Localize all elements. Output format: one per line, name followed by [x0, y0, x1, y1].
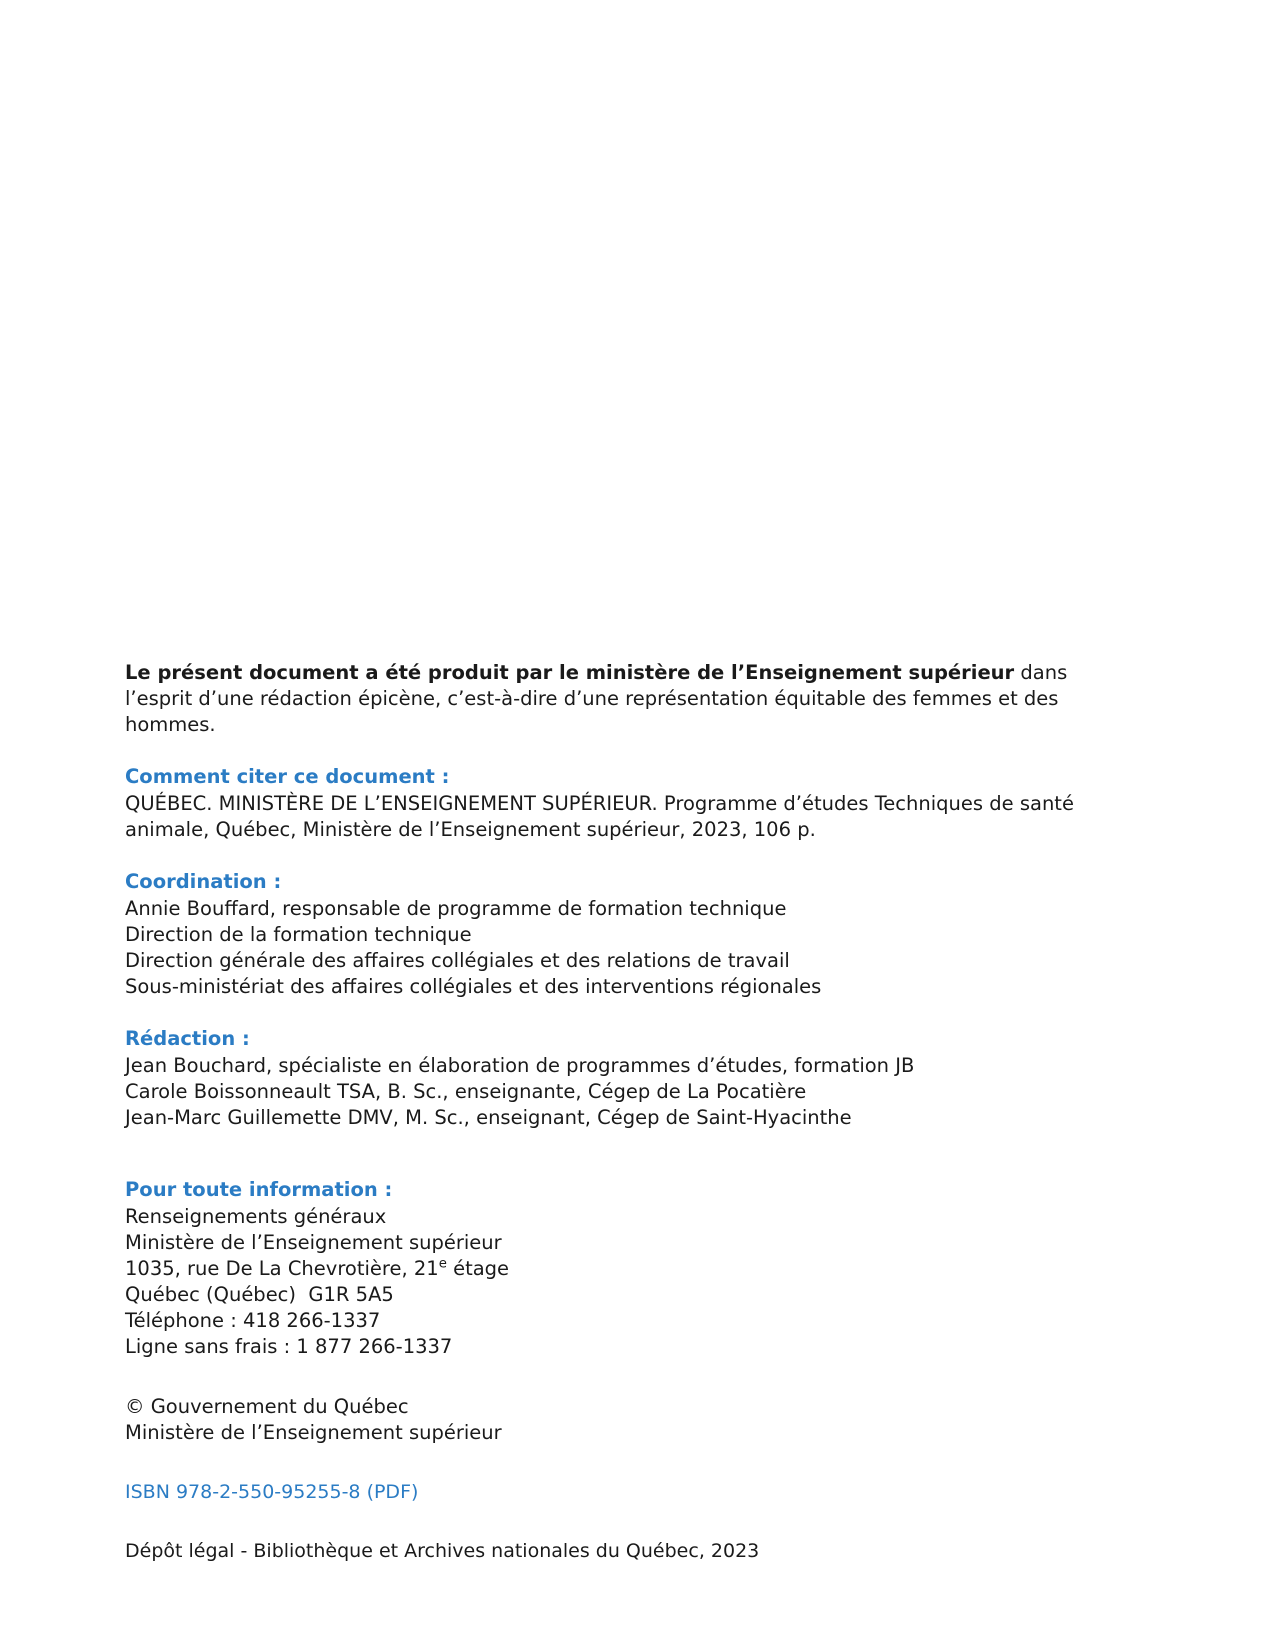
information-line-4: Québec (Québec) G1R 5A5	[125, 1283, 394, 1307]
legal-deposit-block	[125, 1539, 1090, 1564]
redaction-line-3: Jean-Marc Guillemette DMV, M. Sc., enseignant, Cégep de Saint-Hyacinthe	[125, 1106, 852, 1130]
section-title-information: Pour toute information :	[125, 1178, 393, 1202]
redaction-line-1: Jean Bouchard, spécialiste en élaboration de programmes d’études, formation JB	[125, 1054, 915, 1078]
section-title-citation: Comment citer ce document :	[125, 764, 450, 788]
ordinal-suffix: e	[438, 1256, 447, 1272]
citation-line-1: QUÉBEC. MINISTÈRE DE L’ENSEIGNEMENT SUPÉRIEUR. Programme d’études Techniques de santé animale, Québec, Ministère de l’Enseignement supérieur, 2023, 106 p.	[125, 792, 1081, 842]
section-title-redaction: Rédaction :	[125, 1026, 250, 1050]
coordination-line-2: Direction de la formation technique	[125, 923, 472, 947]
isbn-block	[125, 1480, 1090, 1505]
copyright-line-1: © Gouvernement du Québec	[125, 1394, 409, 1418]
information-line-2: Ministère de l’Enseignement supérieur	[125, 1231, 502, 1255]
intro-paragraph	[125, 660, 1090, 738]
information-line-5: Téléphone : 418 266-1337	[125, 1309, 381, 1333]
copyright-line-2: Ministère de l’Enseignement supérieur	[125, 1420, 502, 1444]
redaction-line-2: Carole Boissonneault TSA, B. Sc., enseignante, Cégep de La Pocatière	[125, 1080, 807, 1104]
copyright-block	[125, 1394, 1090, 1446]
information-line-6: Ligne sans frais : 1 877 266-1337	[125, 1335, 453, 1359]
information-line-3: 1035, rue De La Chevrotière, 21e étage	[125, 1256, 510, 1281]
coordination-line-3: Direction générale des affaires collégiales et des relations de travail	[125, 949, 790, 973]
legal-deposit-text: Dépôt légal - Bibliothèque et Archives nationales du Québec, 2023	[125, 1540, 760, 1563]
intro-rest: dans l’esprit d’une rédaction épicène, c’est-à-dire d’une représentation équitable des femmes et des hommes.	[125, 661, 1068, 736]
information-line-1: Renseignements généraux	[125, 1205, 387, 1229]
coordination-line-1: Annie Bouffard, responsable de programme de formation technique	[125, 897, 787, 921]
coordination-line-4: Sous-ministériat des affaires collégiales et des interventions régionales	[125, 975, 822, 999]
section-redaction	[125, 1026, 1090, 1131]
section-information	[125, 1177, 1090, 1360]
section-coordination	[125, 869, 1090, 1000]
colophon-content	[125, 660, 1090, 1564]
section-title-coordination: Coordination :	[125, 869, 282, 893]
intro-lead: Le présent document a été produit par le ministère de l’Enseignement supérieur	[125, 661, 1015, 684]
isbn-text: ISBN 978-2-550-95255-8 (PDF)	[125, 1480, 419, 1503]
section-citation	[125, 764, 1090, 843]
